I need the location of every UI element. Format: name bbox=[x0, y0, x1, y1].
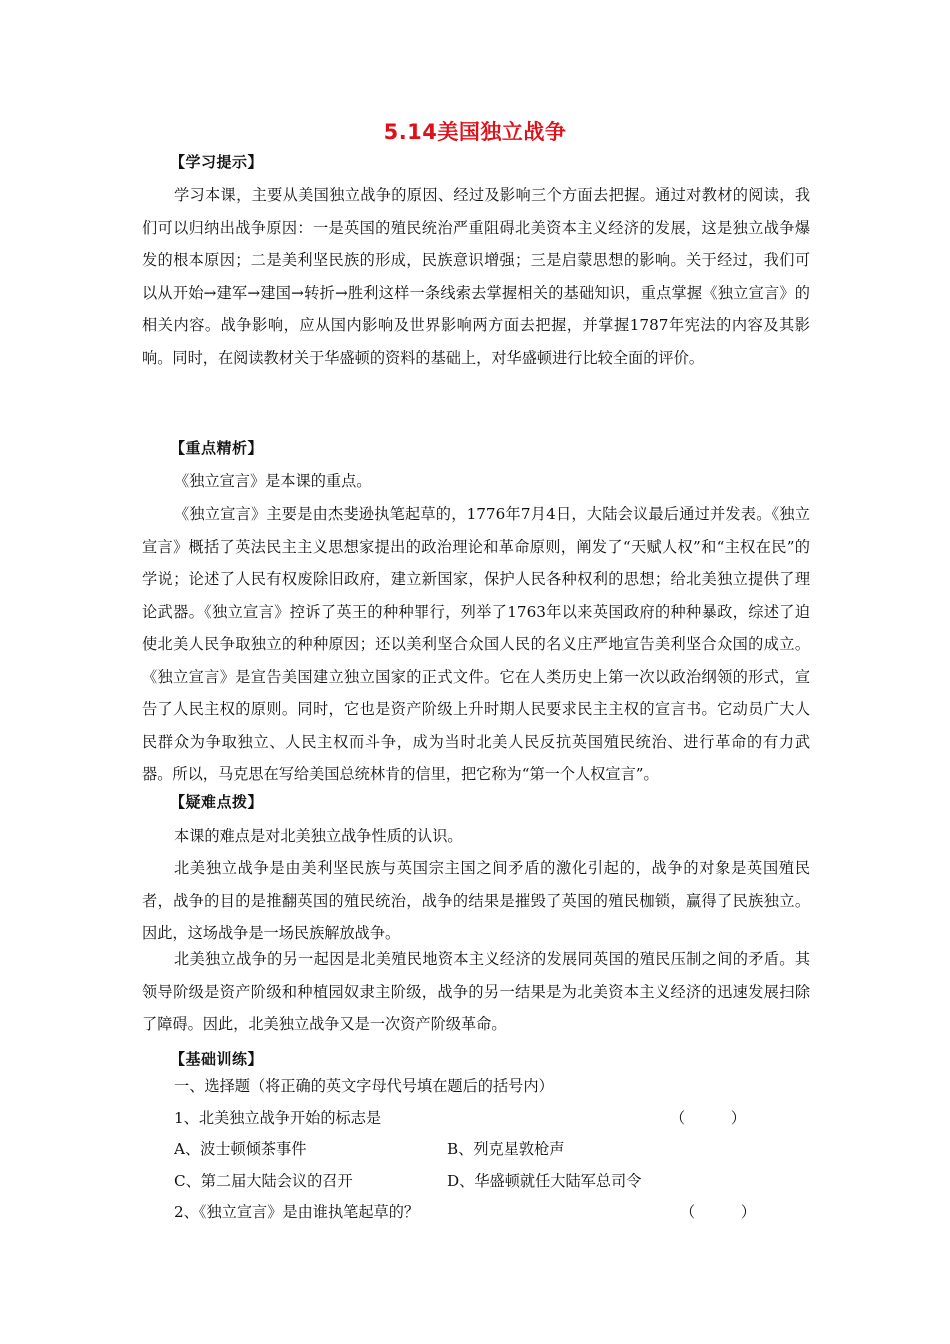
study-tips-paragraph: 学习本课，主要从美国独立战争的原因、经过及影响三个方面去把握。通过对教材的阅读，我们可以归纳出战争原因：一是英国的殖民统治严重阻碍北美资本主义经济的发展，这是独立战争爆发的根本原因；二是美利坚民族的形成，民族意识增强；三是启蒙思想的影响。关于经过，我们可以从开始→建军→建国→转折→胜利这样一条线索去掌握相关的基础知识，重点掌握《独立宣言》的相关内容。战争影响，应从国内影响及世界影响两方面去把握，并掌握1787年宪法的内容及其影响。同时，在阅读教材关于华盛顿的资料的基础上，对华盛顿进行比较全面的评价。 bbox=[142, 186, 810, 367]
exercise-part-title: 一、选择题（将正确的英文字母代号填在题后的括号内） bbox=[174, 1077, 554, 1095]
question-1-option-c: C、第二届大陆会议的召开 bbox=[174, 1172, 353, 1190]
difficulties-paragraph-1: 北美独立战争是由美利坚民族与英国宗主国之间矛盾的激化引起的，战争的对象是英国殖民者，战争的目的是推翻英国的殖民统治，战争的结果是摧毁了英国的殖民枷锁，赢得了民族独立。因此，这场战争是一场民族解放战争。 bbox=[142, 859, 810, 942]
page-title: 5.14美国独立战争 bbox=[383, 120, 567, 144]
key-points-paragraph: 《独立宣言》主要是由杰斐逊执笔起草的，1776年7月4日，大陆会议最后通过并发表。《独立宣言》概括了英法民主主义思想家提出的政治理论和革命原则，阐发了“天赋人权”和“主权在民”的学说；论述了人民有权废除旧政府，建立新国家，保护人民各种权利的思想；给北美独立提供了理论武器。《独立宣言》控诉了英王的种种罪行，列举了1763年以来英国政府的种种暴政，综述了迫使北美人民争取独立的种种原因；还以美利坚合众国人民的名义庄严地宣告美利坚合众国的成立。《独立宣言》是宣告美国建立独立国家的正式文件。它在人类历史上第一次以政治纲领的形式，宣告了人民主权的原则。同时，它也是资产阶级上升时期人民要求民主主权的宣言书。它动员广大人民群众为争取独立、人民主权而斗争，成为当时北美人民反抗英国殖民统治、进行革命的有力武器。所以，马克思在写给美国总统林肯的信里，把它称为“第一个人权宣言”。 bbox=[142, 505, 810, 783]
question-1-stem: 1、北美独立战争开始的标志是 bbox=[174, 1109, 382, 1127]
difficulties-paragraph-2: 北美独立战争的另一起因是北美殖民地资本主义经济的发展同英国的殖民压制之间的矛盾。其领导阶级是资产阶级和种植园奴隶主阶级，战争的另一结果是为北美资本主义经济的迅速发展扫除了障碍。因此，北美独立战争又是一次资产阶级革命。 bbox=[142, 950, 810, 1033]
question-1-option-d: D、华盛顿就任大陆军总司令 bbox=[447, 1172, 642, 1190]
section-heading-difficulties: 【疑难点拨】 bbox=[170, 793, 264, 811]
question-2-stem: 2、《独立宣言》是由谁执笔起草的？ bbox=[174, 1203, 420, 1221]
difficulties-intro: 本课的难点是对北美独立战争性质的认识。 bbox=[174, 827, 463, 845]
key-points-intro: 《独立宣言》是本课的重点。 bbox=[174, 472, 372, 490]
question-1-answer-bracket[interactable]: （ ） bbox=[670, 1109, 746, 1127]
section-heading-study-tips: 【学习提示】 bbox=[170, 153, 264, 171]
section-heading-key-points: 【重点精析】 bbox=[170, 439, 264, 457]
question-1-option-b: B、列克星敦枪声 bbox=[447, 1140, 565, 1158]
question-2-answer-bracket[interactable]: （ ） bbox=[680, 1203, 756, 1221]
question-1-option-a: A、波士顿倾茶事件 bbox=[174, 1140, 307, 1158]
section-heading-exercises: 【基础训练】 bbox=[170, 1050, 264, 1068]
